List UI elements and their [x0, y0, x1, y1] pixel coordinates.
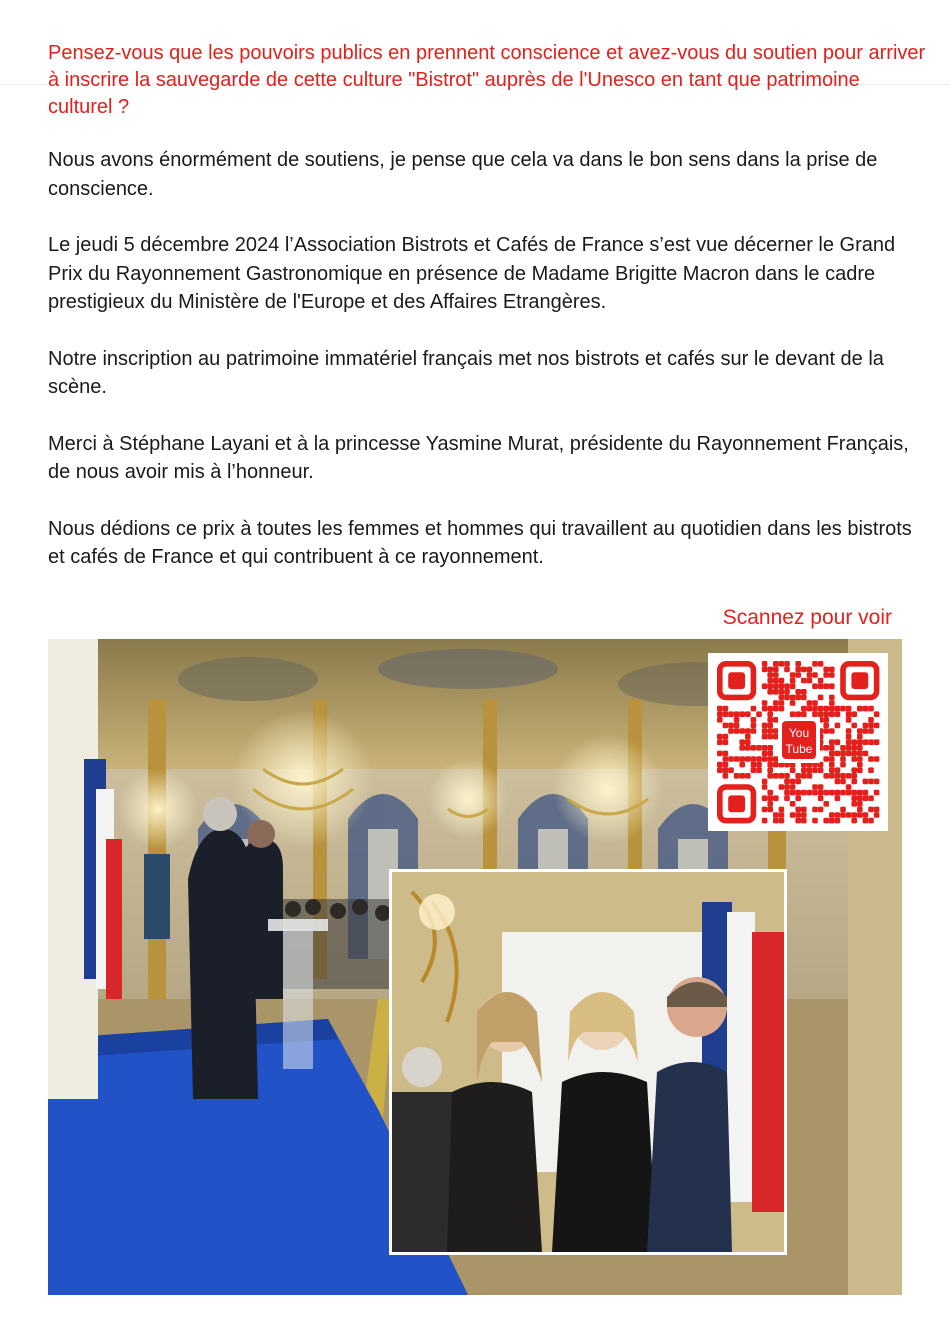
reception-photo [389, 869, 787, 1255]
youtube-qr-icon [778, 717, 820, 763]
interview-answer [48, 146, 928, 600]
youtube-badge-tube: Tube [785, 742, 813, 756]
answer-paragraph: Le jeudi 5 décembre 2024 l’Association Bistrots et Cafés de France s’est vue décerner le Grand Prix du Rayonnement Gastronomique en présence de Madame Brigitte Macron dans le cadre prestigieux du Ministère de l'Europe et des Affaires Etrangères. [48, 234, 896, 313]
answer-paragraph: Nous avons énormément de soutiens, je pense que cela va dans le bon sens dans la prise de conscience. [48, 149, 878, 200]
youtube-qr-code[interactable] [708, 653, 888, 831]
qr-scan-label: Scannez pour voir [722, 606, 892, 629]
answer-paragraph: Notre inscription au patrimoine immatériel français met nos bistrots et cafés sur le devant de la scène. [48, 347, 884, 398]
answer-paragraph: Merci à Stéphane Layani et à la princesse Yasmine Murat, présidente du Rayonnement Français, de nous avoir mis à l’honneur. [48, 432, 909, 483]
answer-paragraph: Nous dédions ce prix à toutes les femmes et hommes qui travaillent au quotidien dans les bistrots et cafés de France et qui contribuent à ce rayonnement. [48, 517, 912, 568]
interview-question: Pensez-vous que les pouvoirs publics en prennent conscience et avez-vous du soutien pour arriver à inscrire la sauvegarde de cette culture "Bistrot" auprès de l'Unesco en tant que patrimoine culturel ? [48, 42, 926, 118]
youtube-badge-you: You [788, 726, 810, 740]
